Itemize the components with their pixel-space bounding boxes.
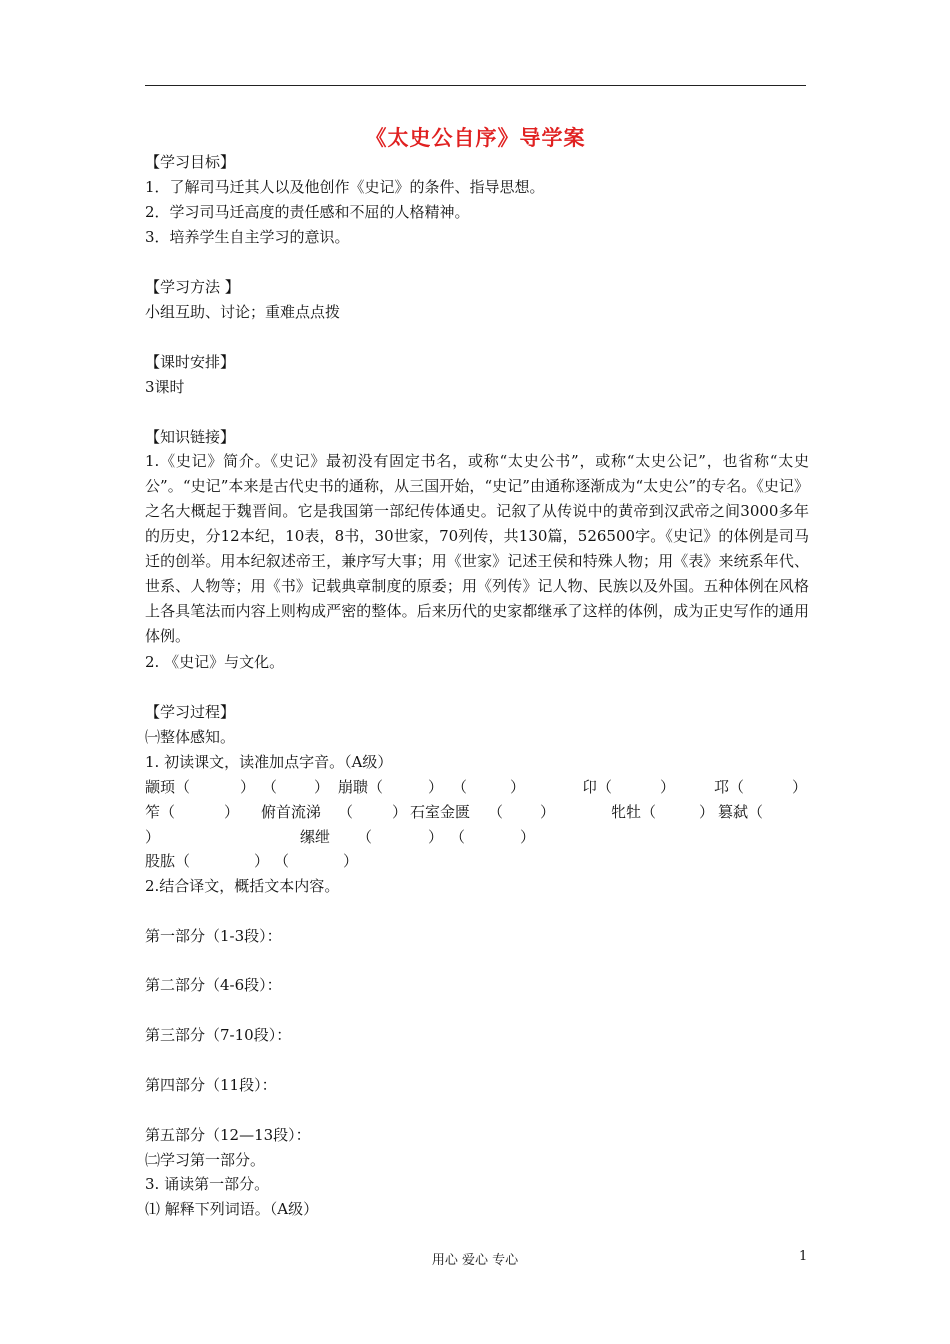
part-summary-line: 第四部分（11段）：	[145, 1076, 277, 1094]
pron-paren: ）	[510, 778, 526, 796]
pron-word: 股肱（	[145, 852, 191, 870]
section-part-one: ㈡学习第一部分。	[145, 1151, 266, 1169]
part-summary-line: 第一部分（1-3段）：	[145, 927, 282, 945]
pron-paren: （	[452, 778, 468, 796]
pron-paren: ）	[254, 852, 270, 870]
question-pronunciation: 1. 初读课文，读准加点字音。（A级）	[145, 753, 393, 771]
pron-paren: ）	[540, 803, 556, 821]
method-heading: 【学习方法 】	[145, 278, 240, 296]
objectives-heading: 【学习目标】	[145, 153, 236, 171]
schedule-heading: 【课时安排】	[145, 353, 236, 371]
question-recite: 3. 诵读第一部分。	[145, 1175, 270, 1193]
pron-word: 颛顼（	[145, 778, 191, 796]
part-summary-line: 第二部分（4-6段）：	[145, 976, 282, 994]
page-number: 1	[799, 1249, 808, 1264]
header-rule	[145, 85, 806, 86]
question-explain-words: ⑴ 解释下列词语。（A级）	[145, 1200, 319, 1218]
section-overall-perception: ㈠整体感知。	[145, 728, 236, 746]
objective-item: 2．学习司马迁高度的责任感和不屈的人格精神。	[145, 203, 470, 221]
pron-paren: ）	[314, 778, 330, 796]
pron-paren: （	[450, 828, 466, 846]
pron-paren: （	[262, 778, 278, 796]
knowledge-paragraph-culture: 2. 《史记》与文化。	[145, 653, 285, 671]
objective-item: 1．了解司马迁其人以及他创作《史记》的条件、指导思想。	[145, 178, 545, 196]
pron-word: 牝牡（	[611, 803, 657, 821]
pron-paren: ）	[428, 828, 444, 846]
part-summary-line: 第五部分（12—13段）：	[145, 1126, 311, 1144]
pron-paren: （	[488, 803, 504, 821]
objective-item: 3．培养学生自主学习的意识。	[145, 228, 350, 246]
part-summary-line: 第三部分（7-10段）：	[145, 1026, 292, 1044]
pron-paren: ）	[343, 852, 359, 870]
pron-paren: ）	[392, 803, 408, 821]
pron-paren: ）	[145, 828, 161, 846]
pron-word: 俯首流涕	[261, 803, 322, 821]
pron-paren: ）	[699, 803, 715, 821]
pron-paren: ）	[428, 778, 444, 796]
document-title: 《太史公自序》导学案	[365, 125, 586, 150]
pron-word: 笮（	[145, 803, 176, 821]
pron-paren: ）	[660, 778, 676, 796]
pron-paren: （	[357, 828, 373, 846]
pron-paren: ）	[240, 778, 256, 796]
pron-word: 邛（	[714, 778, 745, 796]
pron-word: 卬（	[582, 778, 613, 796]
pron-paren: ）	[520, 828, 536, 846]
knowledge-paragraph-shiji: 1.《史记》简介。《史记》最初没有固定书名，或称“太史公书”，或称“太史公记”，也省称“太史公”。“史记”本来是古代史书的通称，从三国开始，“史记”由通称逐渐成为“太史公”的专名。《史记》之名大概起于魏晋间。它是我国第一部纪传体通史。记叙了从传说中的黄帝到汉武帝之间3000多年的历史，分12本纪，10表，8书，30世家，70列传，共130篇，526500字。《史记》的体例是司马迁的创举。用本纪叙述帝王，兼序写大事；用《世家》记述王侯和特殊人物；用《表》来统系年代、世系、人物等；用《书》记载典章制度的原委；用《列传》记人物、民族以及外国。五种体例在风格上各具笔法而内容上则构成严密的整体。后来历代的史家都继承了这样的体例，成为正史写作的通用体例。	[145, 452, 809, 645]
pron-word: 崩聩（	[338, 778, 384, 796]
pron-word: 篡弑（	[718, 803, 764, 821]
pron-paren: ）	[224, 803, 240, 821]
process-heading: 【学习过程】	[145, 703, 236, 721]
pron-word: 缧绁	[300, 828, 331, 846]
knowledge-heading: 【知识链接】	[145, 428, 236, 446]
question-summary: 2.结合译文，概括文本内容。	[145, 877, 340, 895]
pron-paren: （	[338, 803, 354, 821]
pron-word: 石室金匮	[410, 803, 471, 821]
pron-paren: ）	[792, 778, 808, 796]
method-text: 小组互助、讨论；重难点点拨	[145, 303, 341, 321]
pron-paren: （	[274, 852, 290, 870]
footer-motto: 用心 爱心 专心	[431, 1253, 519, 1268]
schedule-text: 3课时	[145, 378, 185, 396]
